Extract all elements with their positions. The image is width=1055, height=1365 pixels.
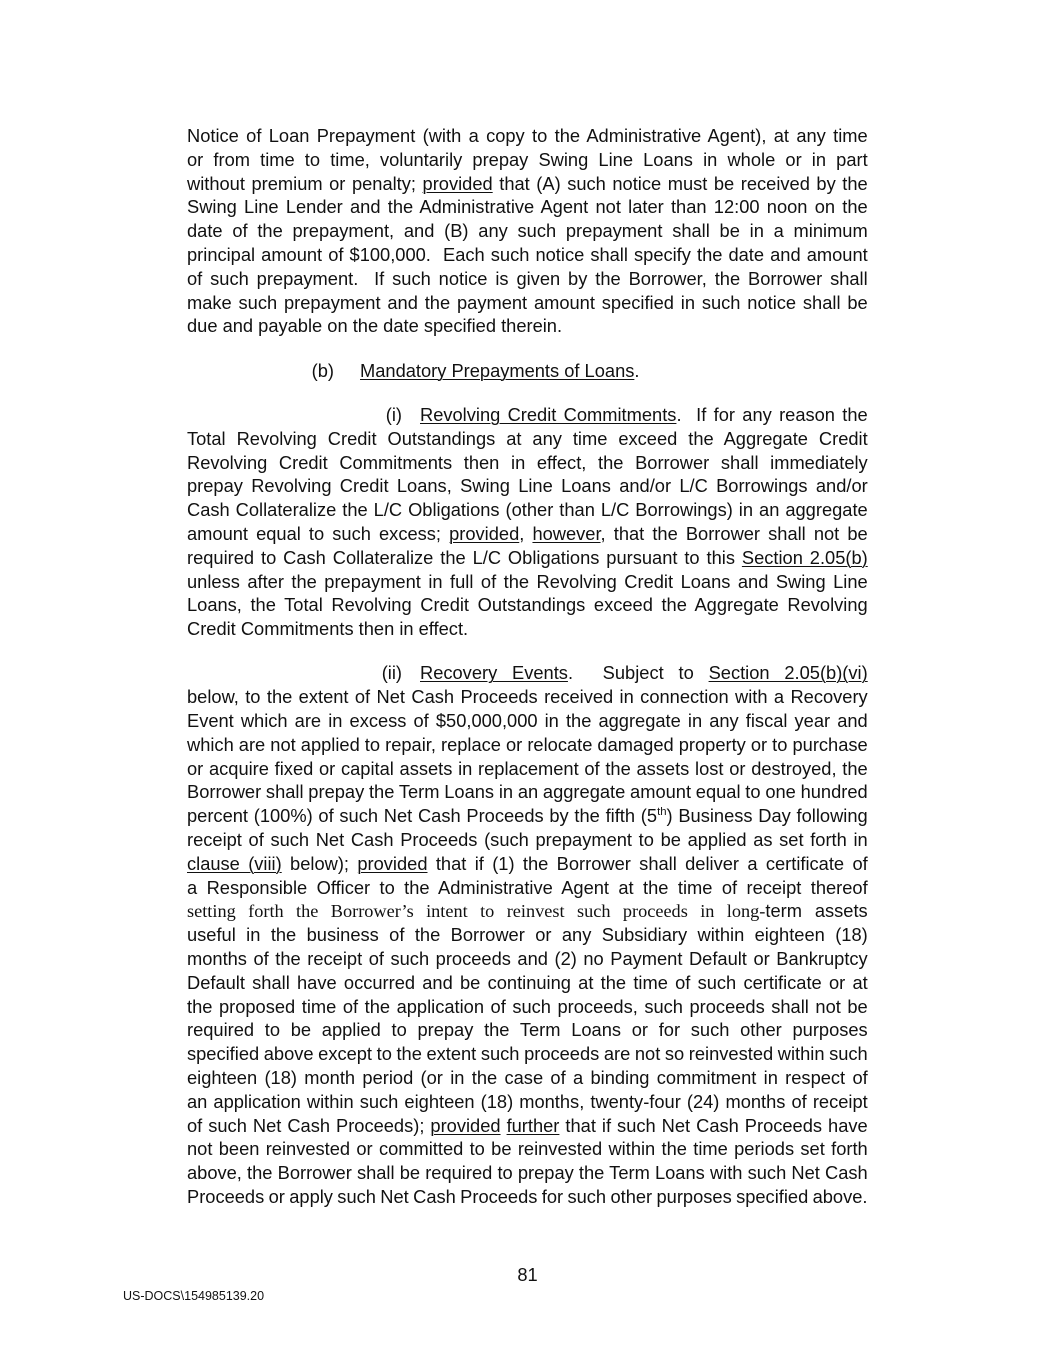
text-line bbox=[187, 685, 868, 709]
underlined-term: Section 2.05(b)(vi) bbox=[708, 662, 868, 684]
underlined-term: clause (viii) bbox=[187, 852, 282, 874]
text-run: . Subject to bbox=[567, 662, 709, 684]
text-run: . bbox=[634, 359, 640, 381]
line-text bbox=[187, 125, 868, 146]
text-run: Proceeds or apply such Net Cash Proceeds for such other purposes specified above. bbox=[187, 1185, 868, 1207]
line-text bbox=[187, 149, 868, 170]
text-line bbox=[187, 1090, 868, 1114]
underlined-term: Recovery Events bbox=[420, 662, 568, 684]
text-line bbox=[187, 899, 868, 923]
text-line bbox=[187, 1137, 868, 1161]
superscript-text: th bbox=[657, 806, 667, 819]
text-line bbox=[187, 314, 868, 338]
text-line bbox=[187, 403, 868, 427]
underlined-term: provided bbox=[430, 1114, 501, 1136]
text-run: , that the Borrower shall not be bbox=[600, 522, 868, 544]
underlined-term: Section 2.05(b) bbox=[741, 546, 868, 568]
text-run: Loans, the Total Revolving Credit Outstandings exceed the Aggregate Revolving bbox=[187, 594, 868, 616]
line-text bbox=[187, 547, 868, 568]
text-line bbox=[187, 780, 868, 804]
text-line bbox=[187, 267, 868, 291]
text-line bbox=[187, 828, 868, 852]
line-text bbox=[187, 292, 868, 313]
line-text bbox=[187, 1138, 868, 1159]
text-run: prepay Revolving Credit Loans, Swing Line Loans and/or L/C Borrowings and/or bbox=[187, 475, 868, 497]
text-run: , bbox=[519, 522, 533, 544]
clause-label: (b) bbox=[311, 359, 334, 381]
text-run: ) Business Day following bbox=[666, 805, 868, 827]
text-line bbox=[187, 1042, 868, 1066]
line-text bbox=[187, 173, 868, 194]
text-line bbox=[187, 757, 868, 781]
text-line bbox=[187, 546, 868, 570]
text-line bbox=[187, 195, 868, 219]
line-text bbox=[187, 499, 868, 520]
text-line bbox=[187, 291, 868, 315]
text-line bbox=[187, 804, 868, 828]
line-text bbox=[187, 900, 868, 921]
line-text bbox=[187, 853, 868, 874]
underlined-term: further bbox=[506, 1114, 560, 1136]
text-run: below); bbox=[281, 852, 358, 874]
text-run: of such Net Cash Proceeds); bbox=[187, 1114, 431, 1136]
text-run: Cash Collateralize the L/C Obligations (other than L/C Borrowings) in an aggregate bbox=[187, 499, 868, 521]
heading-mandatory-prepayments bbox=[187, 359, 868, 383]
line-text bbox=[187, 948, 868, 969]
underlined-term: provided bbox=[357, 852, 428, 874]
clause-label: (i) bbox=[385, 403, 402, 425]
text-run: required to Cash Collateralize the L/C Obligations pursuant to this bbox=[187, 546, 742, 568]
text-run: which are not applied to repair, replace or relocate damaged property or to purchase bbox=[187, 733, 868, 755]
text-line bbox=[187, 172, 868, 196]
text-line bbox=[187, 661, 868, 685]
line-text bbox=[187, 1091, 868, 1112]
line-text bbox=[187, 1115, 868, 1136]
text-run: or from time to time, voluntarily prepay Swing Line Loans in whole or in part bbox=[187, 148, 868, 170]
underlined-term: however bbox=[532, 522, 601, 544]
text-line bbox=[187, 1018, 868, 1042]
text-run: receipt of such Net Cash Proceeds (such prepayment to be applied as set forth in bbox=[187, 829, 868, 851]
document-body bbox=[187, 124, 868, 1229]
text-run: below, to the extent of Net Cash Proceeds received in connection with a Recovery bbox=[187, 686, 868, 708]
text-line bbox=[187, 451, 868, 475]
text-run: required to be applied to prepay the Term Loans or for such other purposes bbox=[187, 1019, 868, 1041]
line-text bbox=[187, 686, 868, 707]
text-run: . If for any reason the bbox=[676, 403, 868, 425]
text-line bbox=[187, 947, 868, 971]
line-text bbox=[187, 972, 868, 993]
text-line bbox=[187, 570, 868, 594]
text-run: of such prepayment. If such notice is given by the Borrower, the Borrower shall bbox=[187, 267, 868, 289]
text-line bbox=[187, 617, 868, 641]
text-line bbox=[187, 1114, 868, 1138]
text-run: amount equal to such excess; bbox=[187, 522, 450, 544]
text-line bbox=[187, 243, 868, 267]
text-run: term assets bbox=[765, 900, 868, 922]
text-line bbox=[187, 1161, 868, 1185]
line-text bbox=[187, 523, 868, 544]
line-text bbox=[420, 662, 868, 683]
clause-recovery-events bbox=[187, 661, 868, 1208]
text-line bbox=[187, 1185, 868, 1209]
line-text bbox=[187, 220, 868, 241]
text-run: that if (1) the Borrower shall deliver a certificate of bbox=[427, 852, 868, 874]
text-line bbox=[187, 474, 868, 498]
text-run: Credit Commitments then in effect. bbox=[187, 618, 469, 640]
text-run: Swing Line Lender and the Administrative Agent not later than 12:00 noon on the bbox=[187, 196, 868, 218]
document-id: US-DOCS\154985139.20 bbox=[123, 1289, 265, 1303]
line-text bbox=[187, 829, 868, 850]
text-run: date of the prepayment, and (B) any such prepayment shall be in a minimum bbox=[187, 220, 868, 242]
text-line bbox=[187, 995, 868, 1019]
line-text bbox=[187, 452, 868, 473]
line-text bbox=[187, 1067, 868, 1088]
text-run: setting forth the Borrower’s intent to reinvest such proceeds in long- bbox=[187, 901, 766, 922]
clause-label: (ii) bbox=[381, 662, 402, 684]
clause-revolving-credit-commitments bbox=[187, 403, 868, 641]
underlined-term: Revolving Credit Commitments bbox=[420, 403, 677, 425]
text-line bbox=[187, 498, 868, 522]
line-text bbox=[187, 734, 868, 755]
text-line bbox=[187, 733, 868, 757]
line-text bbox=[187, 196, 868, 217]
underlined-term: provided bbox=[449, 522, 520, 544]
text-run: make such prepayment and the payment amount specified in such notice shall be bbox=[187, 291, 868, 313]
text-line bbox=[187, 148, 868, 172]
text-run: Borrower shall prepay the Term Loans in an aggregate amount equal to one hundred bbox=[187, 781, 868, 803]
text-run: that (A) such notice must be received by the bbox=[492, 172, 868, 194]
text-run: not been reinvested or committed to be reinvested within the time periods set forth bbox=[187, 1138, 868, 1160]
line-text bbox=[420, 404, 868, 425]
page-number: 81 bbox=[517, 1264, 538, 1285]
text-run: or acquire fixed or capital assets in replacement of the assets lost or destroyed, the bbox=[187, 757, 868, 779]
line-text bbox=[187, 315, 562, 336]
underlined-term: provided bbox=[422, 172, 493, 194]
text-run: Total Revolving Credit Outstandings at any time exceed the Aggregate Credit bbox=[187, 427, 868, 449]
text-run: due and payable on the date specified therein. bbox=[187, 315, 563, 337]
text-line bbox=[187, 1066, 868, 1090]
line-text bbox=[187, 877, 868, 898]
text-run: percent (100%) of such Net Cash Proceeds by the fifth (5 bbox=[187, 805, 658, 827]
text-line bbox=[187, 359, 868, 383]
underlined-term: Mandatory Prepayments of Loans bbox=[360, 359, 635, 381]
line-text bbox=[187, 428, 868, 449]
line-text bbox=[187, 1186, 868, 1207]
line-text bbox=[187, 805, 868, 826]
text-run: months of the receipt of such proceeds and (2) no Payment Default or Bankruptcy bbox=[187, 948, 868, 969]
text-run: the proposed time of the application of such proceeds, such proceeds shall not be bbox=[187, 995, 868, 1017]
line-text bbox=[187, 594, 868, 615]
text-run: Event which are in excess of $50,000,000 in the aggregate in any fiscal year and bbox=[187, 710, 868, 732]
text-line bbox=[187, 923, 868, 947]
text-line bbox=[187, 593, 868, 617]
text-line bbox=[187, 852, 868, 876]
text-line bbox=[187, 427, 868, 451]
line-text bbox=[187, 781, 868, 802]
text-run: without premium or penalty; bbox=[187, 172, 423, 194]
text-run: Revolving Credit Commitments then in effect, the Borrower shall immediately bbox=[187, 451, 868, 473]
text-line bbox=[187, 709, 868, 733]
line-text bbox=[187, 618, 468, 639]
text-run: an application within such eighteen (18) months, twenty-four (24) months of receipt bbox=[187, 1090, 868, 1112]
text-line bbox=[187, 522, 868, 546]
paragraph-swing-line-prepayment bbox=[187, 124, 868, 338]
line-text bbox=[187, 244, 868, 265]
text-line bbox=[187, 971, 868, 995]
text-run: Default shall have occurred and be continuing at the time of such certificate or at bbox=[187, 971, 868, 993]
text-line bbox=[187, 219, 868, 243]
text-run: Notice of Loan Prepayment (with a copy to the Administrative Agent), at any time bbox=[187, 125, 868, 146]
line-text bbox=[187, 1043, 868, 1064]
text-line bbox=[187, 876, 868, 900]
text-run: a Responsible Officer to the Administrative Agent at the time of receipt thereof bbox=[187, 876, 868, 898]
text-run: above, the Borrower shall be required to prepay the Term Loans with such Net Cash bbox=[187, 1162, 868, 1184]
text-run: eighteen (18) month period (or in the case of a binding commitment in respect of bbox=[187, 1066, 868, 1088]
text-line bbox=[187, 124, 868, 148]
line-text bbox=[187, 1019, 868, 1040]
text-run: principal amount of $100,000. Each such notice shall specify the date and amount bbox=[187, 243, 868, 265]
text-run: that if such Net Cash Proceeds have bbox=[559, 1114, 868, 1136]
line-text bbox=[187, 475, 868, 496]
line-text bbox=[360, 360, 639, 381]
line-text bbox=[187, 571, 868, 592]
line-text bbox=[187, 268, 868, 289]
text-run: useful in the business of the Borrower or any Subsidiary within eighteen (18) bbox=[187, 924, 868, 946]
text-run: specified above except to the extent such proceeds are not so reinvested within such bbox=[187, 1043, 868, 1065]
line-text bbox=[187, 710, 868, 731]
line-text bbox=[187, 996, 868, 1017]
text-run: unless after the prepayment in full of the Revolving Credit Loans and Swing Line bbox=[187, 570, 868, 592]
line-text bbox=[187, 758, 868, 779]
line-text bbox=[187, 924, 868, 945]
line-text bbox=[187, 1162, 868, 1183]
